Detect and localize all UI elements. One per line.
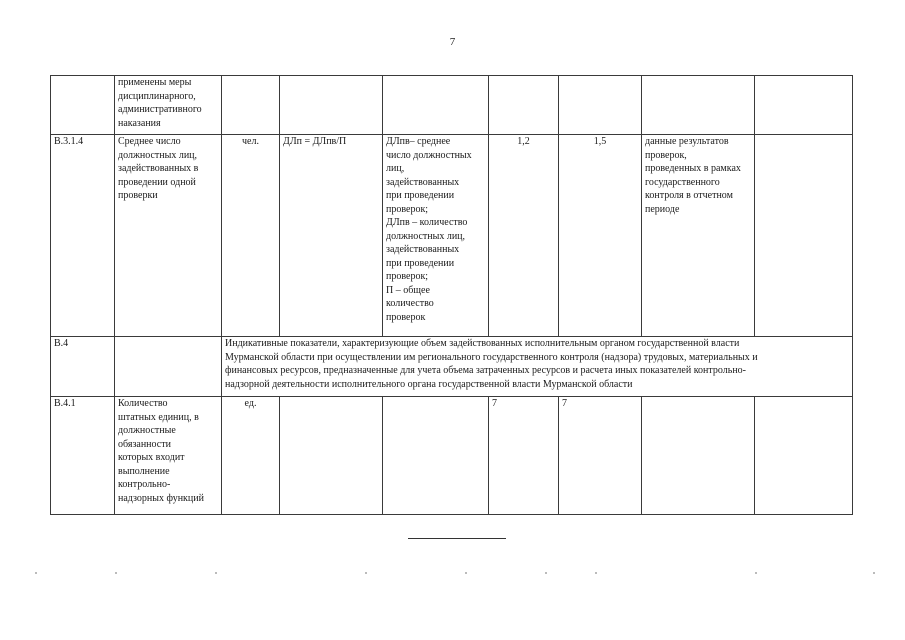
section-line: надзорной деятельности исполнительного органа государственной власти Мурманской области — [225, 378, 633, 390]
cell-unit: чел. — [222, 135, 280, 337]
cell-definition — [383, 397, 489, 515]
table-row — [51, 397, 853, 515]
table-row — [51, 135, 853, 337]
source-line: контроля в отчетном — [645, 190, 733, 201]
cell-name — [115, 397, 222, 515]
section-line: финансовых ресурсов, предназначенные для учета объема затраченных ресурсов и расчета иных показателей контрольно- — [225, 365, 746, 376]
cell-section-text — [222, 337, 853, 397]
name-line: обязанности — [118, 438, 171, 450]
definition-line: проверок; — [386, 203, 429, 215]
cell-name — [115, 76, 222, 135]
definition-line: при проведении — [386, 190, 455, 201]
name-line: проведении одной — [118, 176, 196, 188]
cell-definition — [383, 135, 489, 337]
cell-code: В.4 — [51, 337, 115, 397]
source-line: государственного — [645, 176, 720, 188]
name-line: административного — [118, 104, 202, 115]
definition-line: ДЛпв – количество — [386, 217, 468, 228]
name-line: наказания — [118, 117, 161, 129]
definition-line: число должностных — [386, 149, 472, 161]
source-line: периоде — [645, 203, 680, 215]
name-line: Количество — [118, 398, 168, 409]
cell-value-a: 7 — [489, 397, 559, 515]
name-line: Среднее число — [118, 136, 181, 147]
cell-definition — [383, 76, 489, 135]
cell-empty — [115, 337, 222, 397]
name-line: выполнение — [118, 465, 170, 477]
cell-code: В.3.1.4 — [51, 135, 115, 337]
name-line: проверки — [118, 190, 158, 201]
name-line: задействованных в — [118, 163, 199, 174]
cell-name — [115, 135, 222, 337]
cell-formula — [280, 397, 383, 515]
name-line: должностные — [118, 425, 176, 436]
definition-line: задействованных — [386, 176, 460, 188]
page-number: 7 — [449, 36, 456, 48]
cell-value-b: 7 — [559, 397, 642, 515]
definition-line: проверок; — [386, 271, 429, 282]
name-line: надзорных функций — [118, 492, 204, 504]
name-line: штатных единиц, в — [118, 411, 199, 423]
name-line: которых входит — [118, 452, 185, 463]
cell-value-b: 1,5 — [559, 135, 642, 337]
cell-code: В.4.1 — [51, 397, 115, 515]
cell-source — [642, 76, 755, 135]
source-line: проверок, — [645, 149, 687, 161]
section-line: Индикативные показатели, характеризующие объем задействованных исполнительным органом государственной власти — [225, 338, 740, 349]
cell-formula: ДЛп = ДЛпв/П — [280, 135, 383, 337]
definition-line: при проведении — [386, 257, 455, 269]
definition-line: задействованных — [386, 244, 460, 255]
cell-extra — [755, 76, 853, 135]
name-line: дисциплинарного, — [118, 90, 196, 102]
cell-unit — [222, 76, 280, 135]
source-line: данные результатов — [645, 136, 729, 147]
definition-line: П – общее — [386, 284, 430, 296]
cell-extra — [755, 397, 853, 515]
cell-formula — [280, 76, 383, 135]
cell-source — [642, 135, 755, 337]
cell-value-a: 1,2 — [489, 135, 559, 337]
cell-value-b — [559, 76, 642, 135]
section-line: Мурманской области при осуществлении им регионального государственного контроля (надзора) трудовых, материальных и — [225, 351, 758, 363]
footer-rule — [408, 538, 506, 539]
definition-line: ДЛпв– среднее — [386, 136, 451, 147]
cell-unit: ед. — [222, 397, 280, 515]
cell-code — [51, 76, 115, 135]
table-row — [51, 76, 853, 135]
definition-line: должностных лиц, — [386, 230, 466, 242]
cell-source — [642, 397, 755, 515]
definition-line: лиц, — [386, 163, 405, 174]
definition-line: проверок — [386, 311, 426, 323]
indicator-table — [50, 75, 853, 515]
cell-value-a — [489, 76, 559, 135]
name-line: применены меры — [118, 77, 192, 88]
cell-extra — [755, 135, 853, 337]
name-line: контрольно- — [118, 479, 171, 490]
scan-specks — [35, 572, 875, 578]
definition-line: количество — [386, 298, 434, 309]
source-line: проведенных в рамках — [645, 163, 741, 174]
name-line: должностных лиц, — [118, 149, 198, 161]
table-row — [51, 337, 853, 397]
